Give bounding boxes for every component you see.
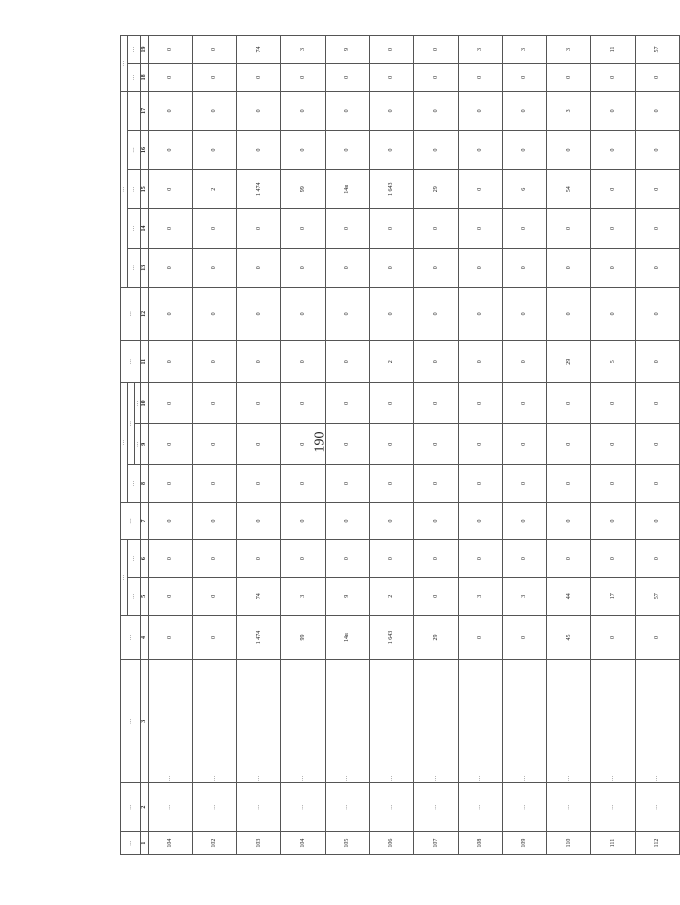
table-cell-c11: 0 — [281, 340, 325, 383]
table-cell-c5: 3 — [281, 577, 325, 615]
table-cell-c19: 0 — [148, 36, 192, 64]
table-cell-c14: 0 — [281, 209, 325, 248]
table-cell-no: 108 — [458, 832, 502, 855]
table-cell-c10: 0 — [370, 383, 414, 424]
table-cell-c14: 0 — [414, 209, 458, 248]
header-utilized-reuse: … — [134, 424, 141, 465]
table-cell-c17: 0 — [591, 91, 635, 130]
table-cell-c16: 0 — [635, 130, 679, 169]
table-cell-c14: 0 — [237, 209, 281, 248]
col-index: 11 — [141, 340, 148, 383]
table-cell-c12: 0 — [192, 287, 236, 340]
table-cell-c17: 0 — [325, 91, 369, 130]
table-cell-c5: 74 — [237, 577, 281, 615]
table-row — [547, 36, 591, 855]
table-cell-c4: 45 — [547, 615, 591, 660]
table-cell-c4: 0 — [148, 615, 192, 660]
table-cell-c16: 0 — [237, 130, 281, 169]
table-cell-c10: 0 — [414, 383, 458, 424]
header-generated: … — [121, 502, 141, 540]
table-cell-no: 107 — [414, 832, 458, 855]
table-cell-c19: 57 — [635, 36, 679, 64]
table-cell-c7: 0 — [370, 502, 414, 540]
table-cell-c6: 0 — [370, 540, 414, 578]
col-index: 8 — [141, 465, 148, 503]
table-cell-c11: 29 — [547, 340, 591, 383]
table-cell-c18: 0 — [325, 63, 369, 91]
table-cell-c15: 0 — [458, 170, 502, 209]
table-cell-c12: 0 — [370, 287, 414, 340]
table-cell-c6: 0 — [192, 540, 236, 578]
col-index: 12 — [141, 287, 148, 340]
table-cell-code: … — [370, 783, 414, 832]
table-cell-c18: 0 — [237, 63, 281, 91]
table-cell-c19: 9 — [325, 36, 369, 64]
table-cell-c18: 0 — [458, 63, 502, 91]
table-cell-c13: 0 — [591, 248, 635, 287]
table-cell-code: … — [281, 783, 325, 832]
table-cell-c19: 3 — [547, 36, 591, 64]
header-to-store: … — [127, 170, 141, 209]
table-cell-c10: 0 — [148, 383, 192, 424]
table-cell-c4: 0 — [458, 615, 502, 660]
table-cell-c7: 0 — [547, 502, 591, 540]
table-cell-c16: 0 — [325, 130, 369, 169]
table-cell-c14: 0 — [148, 209, 192, 248]
table-cell-c11: 0 — [458, 340, 502, 383]
table-cell-code: … — [547, 783, 591, 832]
header-neutralized: … — [121, 340, 141, 383]
header-row-number: … — [121, 832, 141, 855]
table-cell-code: … — [591, 783, 635, 832]
table-cell-name: … — [635, 660, 679, 783]
col-index: 7 — [141, 502, 148, 540]
table-cell-c17: 0 — [370, 91, 414, 130]
table-cell-c19: 3 — [281, 36, 325, 64]
table-cell-c17: 0 — [148, 91, 192, 130]
table-cell-c10: 0 — [635, 383, 679, 424]
table-cell-c8: 0 — [325, 465, 369, 503]
table-cell-c13: 0 — [547, 248, 591, 287]
table-cell-no: 102 — [192, 832, 236, 855]
table-cell-no: 110 — [547, 832, 591, 855]
table-cell-c13: 0 — [325, 248, 369, 287]
table-cell-c15: 6 — [502, 170, 546, 209]
table-cell-c7: 0 — [635, 502, 679, 540]
table-cell-c6: 0 — [547, 540, 591, 578]
header-utilized-total: … — [127, 465, 141, 503]
header-to-neut: … — [127, 209, 141, 248]
table-cell-c10: 0 — [547, 383, 591, 424]
table-cell-c11: 0 — [635, 340, 679, 383]
table-cell-c5: 44 — [547, 577, 591, 615]
table-cell-c7: 0 — [502, 502, 546, 540]
table-cell-c16: 0 — [458, 130, 502, 169]
header-row-1 — [121, 36, 128, 855]
table-cell-c5: 0 — [414, 577, 458, 615]
table-cell-c6: 0 — [502, 540, 546, 578]
table-cell-c10: 0 — [591, 383, 635, 424]
header-received-group: … — [121, 540, 128, 615]
table-cell-c17: 0 — [414, 91, 458, 130]
table-cell-c4: 0 — [591, 615, 635, 660]
header-start-balance: … — [121, 615, 141, 660]
table-cell-c9: 0 — [458, 424, 502, 465]
table-cell-no: 106 — [370, 832, 414, 855]
table-cell-c16: 0 — [414, 130, 458, 169]
table-cell-c8: 0 — [414, 465, 458, 503]
table-cell-c5: 0 — [148, 577, 192, 615]
table-cell-name: … — [502, 660, 546, 783]
table-cell-c15: 14в — [325, 170, 369, 209]
table-cell-c12: 0 — [325, 287, 369, 340]
table-cell-no: 104 — [148, 832, 192, 855]
col-index: 2 — [141, 783, 148, 832]
table-cell-c13: 0 — [281, 248, 325, 287]
table-cell-c9: 0 — [635, 424, 679, 465]
table-cell-c13: 0 — [635, 248, 679, 287]
table-row — [414, 36, 458, 855]
col-index: 14 — [141, 209, 148, 248]
table-cell-c19: 3 — [502, 36, 546, 64]
table-cell-c13: 0 — [370, 248, 414, 287]
table-cell-c8: 0 — [591, 465, 635, 503]
table-cell-c6: 0 — [148, 540, 192, 578]
table-cell-c15: 99 — [281, 170, 325, 209]
table-cell-c17: 0 — [281, 91, 325, 130]
table-row — [635, 36, 679, 855]
table-cell-c16: 0 — [591, 130, 635, 169]
table-cell-c4: 99 — [281, 615, 325, 660]
table-cell-name: … — [458, 660, 502, 783]
table-cell-c16: 0 — [547, 130, 591, 169]
table-cell-c16: 0 — [192, 130, 236, 169]
table-cell-code: … — [325, 783, 369, 832]
table-cell-c5: 57 — [635, 577, 679, 615]
table-cell-c12: 0 — [281, 287, 325, 340]
table-cell-c15: 0 — [148, 170, 192, 209]
table-cell-c13: 0 — [237, 248, 281, 287]
table-cell-c10: 0 — [192, 383, 236, 424]
table-cell-c11: 0 — [192, 340, 236, 383]
col-index: 6 — [141, 540, 148, 578]
col-index: 3 — [141, 660, 148, 783]
column-index-row — [141, 36, 148, 855]
table-cell-c4: 1 474 — [237, 615, 281, 660]
table-cell-c19: 74 — [237, 36, 281, 64]
table-cell-c7: 0 — [591, 502, 635, 540]
table-cell-c5: 9 — [325, 577, 369, 615]
table-cell-c12: 0 — [414, 287, 458, 340]
table-cell-c19: 0 — [192, 36, 236, 64]
table-cell-no: 109 — [502, 832, 546, 855]
table-body — [148, 36, 679, 855]
table-header — [121, 36, 149, 855]
table-cell-c12: 0 — [502, 287, 546, 340]
table-cell-c7: 0 — [458, 502, 502, 540]
table-cell-c17: 0 — [192, 91, 236, 130]
table-cell-c7: 0 — [414, 502, 458, 540]
table-cell-c5: 3 — [502, 577, 546, 615]
table-cell-code: … — [414, 783, 458, 832]
table-row — [281, 36, 325, 855]
col-index: 13 — [141, 248, 148, 287]
table-cell-c7: 0 — [148, 502, 192, 540]
header-transferred-to-group: … — [121, 91, 128, 287]
header-received-total: … — [127, 577, 141, 615]
table-cell-c12: 0 — [635, 287, 679, 340]
table-cell-c11: 5 — [591, 340, 635, 383]
table-cell-c17: 0 — [237, 91, 281, 130]
table-cell-c12: 0 — [591, 287, 635, 340]
table-cell-c14: 0 — [591, 209, 635, 248]
table-cell-c7: 0 — [281, 502, 325, 540]
table-cell-name: … — [370, 660, 414, 783]
table-cell-c9: 0 — [414, 424, 458, 465]
table-cell-c17: 0 — [458, 91, 502, 130]
table-cell-c19: 0 — [370, 36, 414, 64]
header-waste-code: … — [121, 783, 141, 832]
col-index: 9 — [141, 424, 148, 465]
table-cell-name: … — [237, 660, 281, 783]
table-cell-c14: 0 — [325, 209, 369, 248]
table-row — [325, 36, 369, 855]
table-cell-c18: 0 — [370, 63, 414, 91]
table-cell-c5: 2 — [370, 577, 414, 615]
table-cell-c18: 0 — [502, 63, 546, 91]
table-cell-c14: 0 — [635, 209, 679, 248]
table-cell-c4: 0 — [192, 615, 236, 660]
table-cell-c12: 0 — [458, 287, 502, 340]
table-cell-code: … — [192, 783, 236, 832]
table-cell-name: … — [547, 660, 591, 783]
table-row — [370, 36, 414, 855]
table-cell-c18: 0 — [148, 63, 192, 91]
table-cell-c13: 0 — [148, 248, 192, 287]
table-cell-code: … — [237, 783, 281, 832]
table-cell-c17: 3 — [547, 91, 591, 130]
table-cell-c19: 0 — [414, 36, 458, 64]
table-cell-c9: 0 — [370, 424, 414, 465]
table-cell-c6: 0 — [281, 540, 325, 578]
table-cell-c5: 3 — [458, 577, 502, 615]
table-cell-c9: 0 — [325, 424, 369, 465]
table-cell-c18: 0 — [635, 63, 679, 91]
table-cell-c13: 0 — [458, 248, 502, 287]
table-cell-c8: 0 — [281, 465, 325, 503]
header-received-import: … — [127, 540, 141, 578]
table-cell-c11: 0 — [502, 340, 546, 383]
table-row — [458, 36, 502, 855]
col-index: 1 — [141, 832, 148, 855]
header-utilized-sub: … — [127, 383, 134, 465]
col-index: 17 — [141, 91, 148, 130]
table-cell-c4: 14в — [325, 615, 369, 660]
header-placed-bury: … — [127, 36, 141, 64]
table-cell-c10: 0 — [502, 383, 546, 424]
table-cell-c7: 0 — [192, 502, 236, 540]
table-cell-c14: 0 — [502, 209, 546, 248]
table-cell-no: 103 — [237, 832, 281, 855]
table-cell-c13: 0 — [414, 248, 458, 287]
table-cell-c11: 2 — [370, 340, 414, 383]
table-cell-c9: 0 — [192, 424, 236, 465]
table-cell-c13: 0 — [192, 248, 236, 287]
table-cell-c10: 0 — [458, 383, 502, 424]
table-cell-c10: 0 — [281, 383, 325, 424]
table-cell-c4: 1 643 — [370, 615, 414, 660]
table-cell-c8: 0 — [370, 465, 414, 503]
table-cell-c15: 0 — [635, 170, 679, 209]
table-cell-c12: 0 — [547, 287, 591, 340]
header-waste-name: … — [121, 660, 141, 783]
table-cell-c10: 0 — [325, 383, 369, 424]
table-cell-name: … — [192, 660, 236, 783]
table-cell-c4: 29 — [414, 615, 458, 660]
table-cell-c13: 0 — [502, 248, 546, 287]
table-cell-c11: 0 — [414, 340, 458, 383]
col-index: 5 — [141, 577, 148, 615]
table-cell-c9: 0 — [237, 424, 281, 465]
table-row — [192, 36, 236, 855]
table-cell-c14: 0 — [370, 209, 414, 248]
header-utilized-group: … — [121, 383, 128, 502]
table-cell-c19: 11 — [591, 36, 635, 64]
table-cell-c18: 0 — [591, 63, 635, 91]
table-cell-c8: 0 — [547, 465, 591, 503]
table-cell-c8: 0 — [237, 465, 281, 503]
table-cell-c6: 0 — [458, 540, 502, 578]
table-cell-code: … — [148, 783, 192, 832]
table-cell-c16: 0 — [148, 130, 192, 169]
table-row — [591, 36, 635, 855]
table-cell-c15: 29 — [414, 170, 458, 209]
table-cell-c4: 0 — [635, 615, 679, 660]
table-row — [502, 36, 546, 855]
col-index: 4 — [141, 615, 148, 660]
table-cell-c18: 0 — [414, 63, 458, 91]
table-cell-c15: 1 643 — [370, 170, 414, 209]
col-index: 18 — [141, 63, 148, 91]
table-cell-name: … — [591, 660, 635, 783]
table-cell-c6: 0 — [237, 540, 281, 578]
table-cell-c14: 0 — [458, 209, 502, 248]
table-cell-c6: 0 — [325, 540, 369, 578]
table-cell-c10: 0 — [237, 383, 281, 424]
table-cell-c16: 0 — [281, 130, 325, 169]
table-cell-name: … — [281, 660, 325, 783]
table-cell-c11: 0 — [237, 340, 281, 383]
table-row — [237, 36, 281, 855]
table-cell-c9: 0 — [281, 424, 325, 465]
table-cell-c17: 0 — [635, 91, 679, 130]
header-to-bury: … — [127, 130, 141, 169]
table-cell-c6: 0 — [591, 540, 635, 578]
table-cell-c7: 0 — [325, 502, 369, 540]
table-cell-c9: 0 — [148, 424, 192, 465]
table-cell-c6: 0 — [414, 540, 458, 578]
table-cell-c14: 0 — [192, 209, 236, 248]
header-utilized-prep: … — [134, 383, 141, 424]
table-cell-c17: 0 — [502, 91, 546, 130]
table-cell-c16: 0 — [502, 130, 546, 169]
table-row — [148, 36, 192, 855]
table-cell-c18: 0 — [547, 63, 591, 91]
table-cell-name: … — [325, 660, 369, 783]
table-cell-no: 112 — [635, 832, 679, 855]
table-cell-no: 111 — [591, 832, 635, 855]
page-number-text: 190 — [312, 431, 327, 453]
table-cell-c16: 0 — [370, 130, 414, 169]
table-cell-c15: 1 474 — [237, 170, 281, 209]
table-cell-c5: 17 — [591, 577, 635, 615]
table-cell-c14: 0 — [547, 209, 591, 248]
table-cell-code: … — [458, 783, 502, 832]
col-index: 15 — [141, 170, 148, 209]
table-cell-c6: 0 — [635, 540, 679, 578]
header-placed-store: … — [127, 63, 141, 91]
waste-balance-table — [120, 35, 680, 855]
table-cell-c8: 0 — [148, 465, 192, 503]
table-cell-c9: 0 — [591, 424, 635, 465]
table-cell-code: … — [502, 783, 546, 832]
header-to-util: … — [127, 248, 141, 287]
table-cell-c8: 0 — [502, 465, 546, 503]
col-index: 16 — [141, 130, 148, 169]
table-cell-c9: 0 — [502, 424, 546, 465]
table-cell-c15: 2 — [192, 170, 236, 209]
col-index: 19 — [141, 36, 148, 64]
table-cell-c12: 0 — [148, 287, 192, 340]
header-placed-group: … — [121, 36, 128, 92]
table-cell-c18: 0 — [192, 63, 236, 91]
table-cell-c18: 0 — [281, 63, 325, 91]
table-cell-c8: 0 — [192, 465, 236, 503]
table-cell-c4: 0 — [502, 615, 546, 660]
table-cell-name: … — [148, 660, 192, 783]
table-cell-no: 104 — [281, 832, 325, 855]
header-to-other — [127, 91, 141, 130]
table-cell-c11: 0 — [325, 340, 369, 383]
table-cell-c8: 0 — [458, 465, 502, 503]
table-cell-c15: 54 — [547, 170, 591, 209]
table-cell-c8: 0 — [635, 465, 679, 503]
table-cell-no: 105 — [325, 832, 369, 855]
table-cell-c7: 0 — [237, 502, 281, 540]
table-cell-c11: 0 — [148, 340, 192, 383]
table-cell-c9: 0 — [547, 424, 591, 465]
table-cell-c5: 0 — [192, 577, 236, 615]
rotated-table-container — [120, 35, 680, 855]
table-cell-c15: 0 — [591, 170, 635, 209]
table-cell-c19: 3 — [458, 36, 502, 64]
table-cell-c12: 0 — [237, 287, 281, 340]
table-cell-code: … — [635, 783, 679, 832]
table-cell-name: … — [414, 660, 458, 783]
col-index: 10 — [141, 383, 148, 424]
header-transferred: … — [121, 287, 141, 340]
